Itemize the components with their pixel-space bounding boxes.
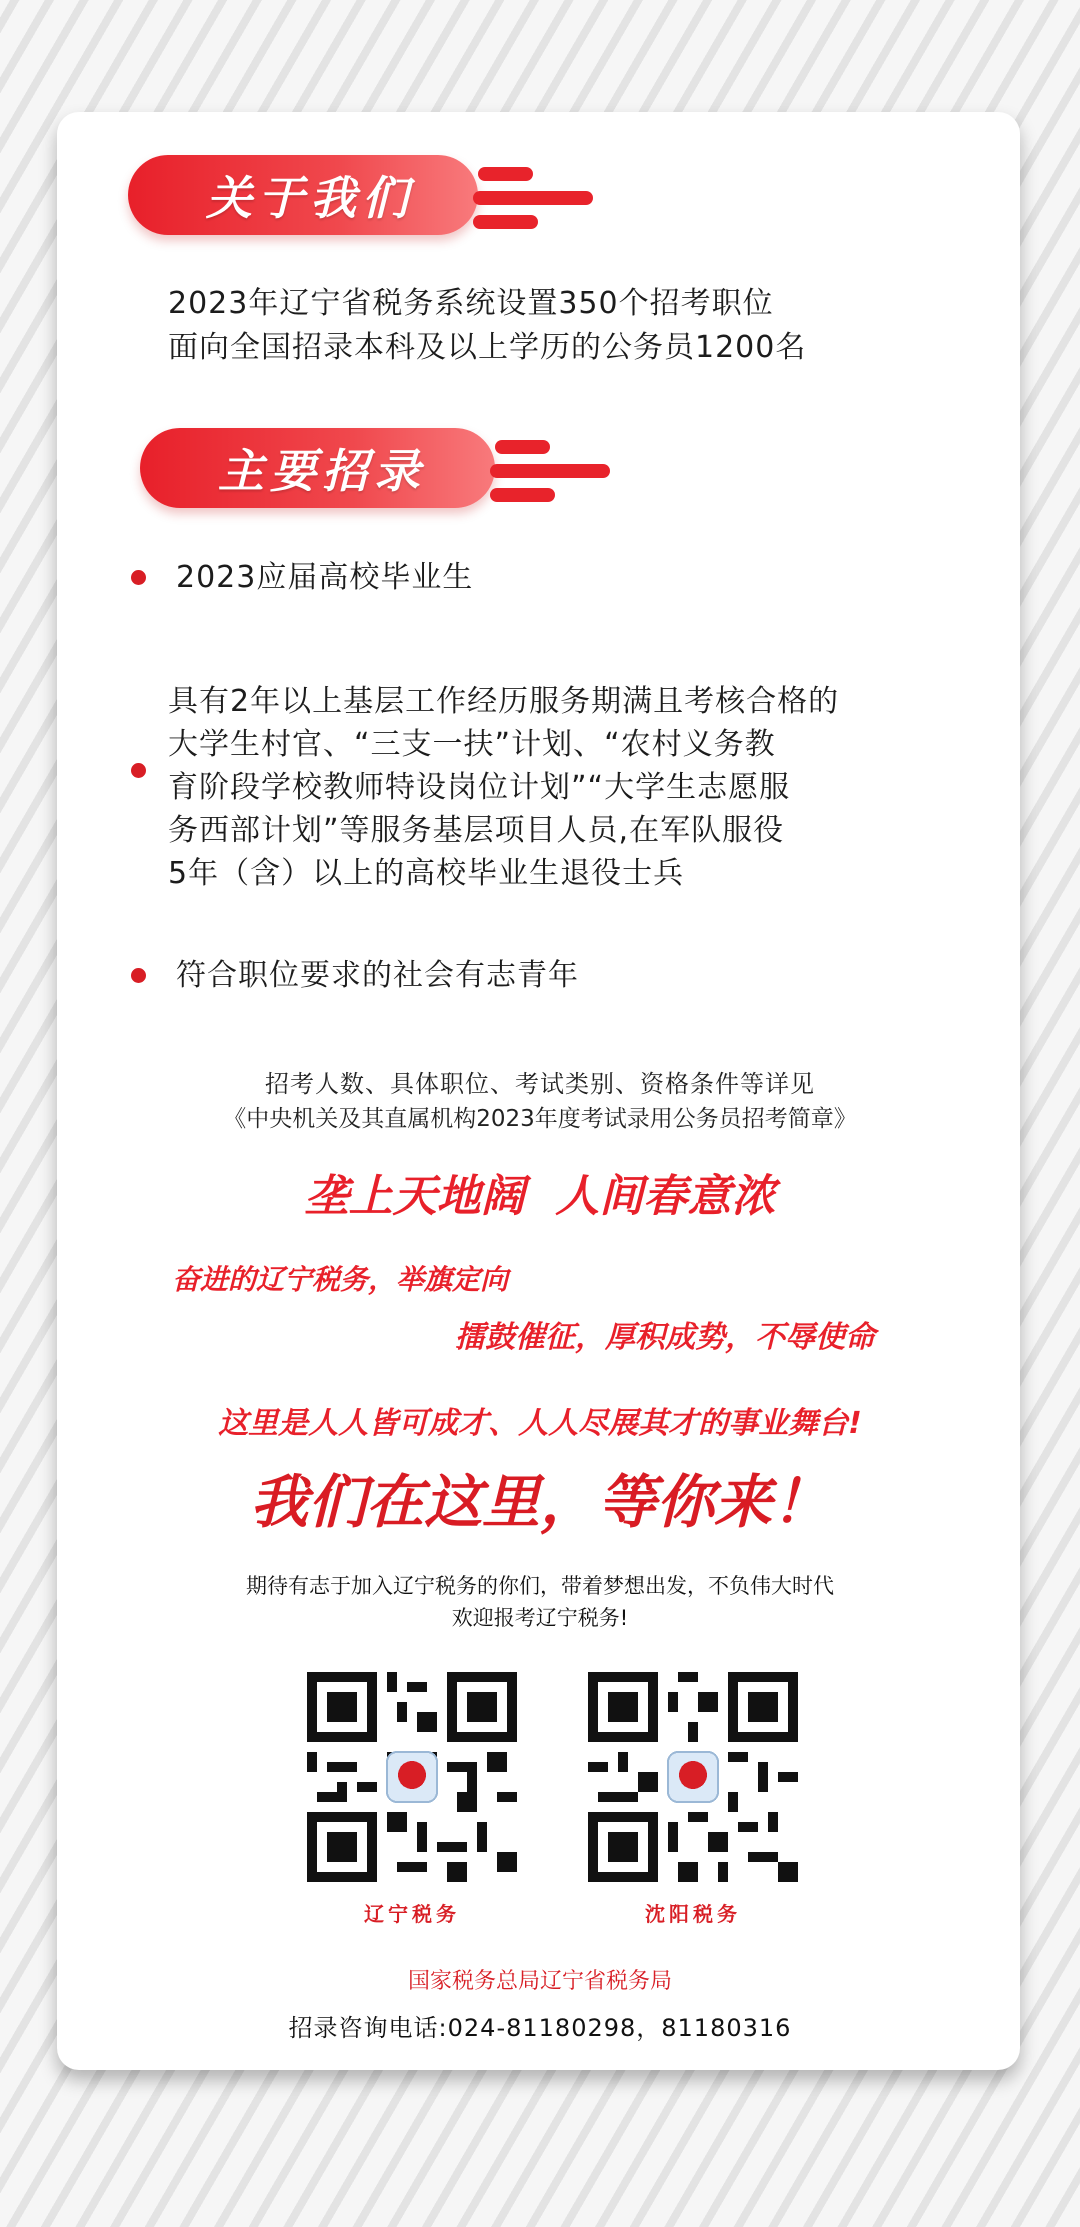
notice-line-1: 招考人数、具体职位、考试类别、资格条件等详见 (265, 1070, 815, 1098)
banner-stripe (490, 464, 610, 478)
recruit-item-3: 符合职位要求的社会有志青年 (176, 958, 579, 993)
bullet-dot (131, 763, 146, 778)
invite-line-1: 期待有志于加入辽宁税务的你们，带着梦想出发，不负伟大时代 (246, 1574, 834, 1598)
slogan-1: 垄上天地阔 人间春意浓 (304, 1171, 776, 1222)
recruit-item-2-line-3: 育阶段学校教师特设岗位计划”“大学生志愿服 (168, 770, 791, 805)
recruit-item-2-line-4: 务西部计划”等服务基层项目人员,在军队服役 (168, 813, 785, 848)
bullet-dot (131, 570, 146, 585)
about-line-2: 面向全国招录本科及以上学历的公务员1200名 (168, 330, 807, 365)
about-line-1: 2023年辽宁省税务系统设置350个招考职位 (168, 286, 774, 321)
recruit-item-1: 2023应届高校毕业生 (176, 560, 474, 595)
slogan-2: 奋进的辽宁税务，举旗定向 (172, 1263, 509, 1296)
slogan-4: 这里是人人皆可成才、人人尽展其才的事业舞台! (218, 1406, 862, 1441)
notice-line-2: 《中央机关及其直属机构2023年度考试录用公务员招考简章》 (223, 1106, 857, 1132)
footer-org: 国家税务总局辽宁省税务局 (407, 1969, 672, 1994)
banner-stripe (490, 488, 555, 502)
bullet-dot (131, 968, 146, 983)
recruit-item-2-line-5: 5年（含）以上的高校毕业生退役士兵 (168, 856, 685, 891)
recruit-item-2-line-2: 大学生村官、“三支一扶”计划、“农村义务教 (168, 727, 776, 762)
qr-label-shenyang: 沈阳税务 (645, 1902, 741, 1926)
banner-stripe (473, 215, 538, 229)
qr-code-shenyang[interactable] (588, 1672, 798, 1882)
recruit-title: 主要招录 (218, 444, 426, 498)
invite-line-2: 欢迎报考辽宁税务! (451, 1606, 629, 1630)
footer-phone: 招录咨询电话:024-81180298，81180316 (288, 2014, 792, 2042)
banner-stripe (473, 191, 593, 205)
recruit-item-2-line-1: 具有2年以上基层工作经历服务期满且考核合格的 (168, 684, 840, 719)
slogan-3: 擂鼓催征，厚积成势，不辱使命 (455, 1320, 875, 1355)
about-title: 关于我们 (206, 171, 414, 225)
qr-label-liaoning: 辽宁税务 (364, 1902, 460, 1926)
qr-code-liaoning[interactable] (307, 1672, 517, 1882)
banner-stripe (495, 440, 550, 454)
banner-stripe (478, 167, 533, 181)
slogan-5: 我们在这里，等你来！ (249, 1468, 830, 1536)
